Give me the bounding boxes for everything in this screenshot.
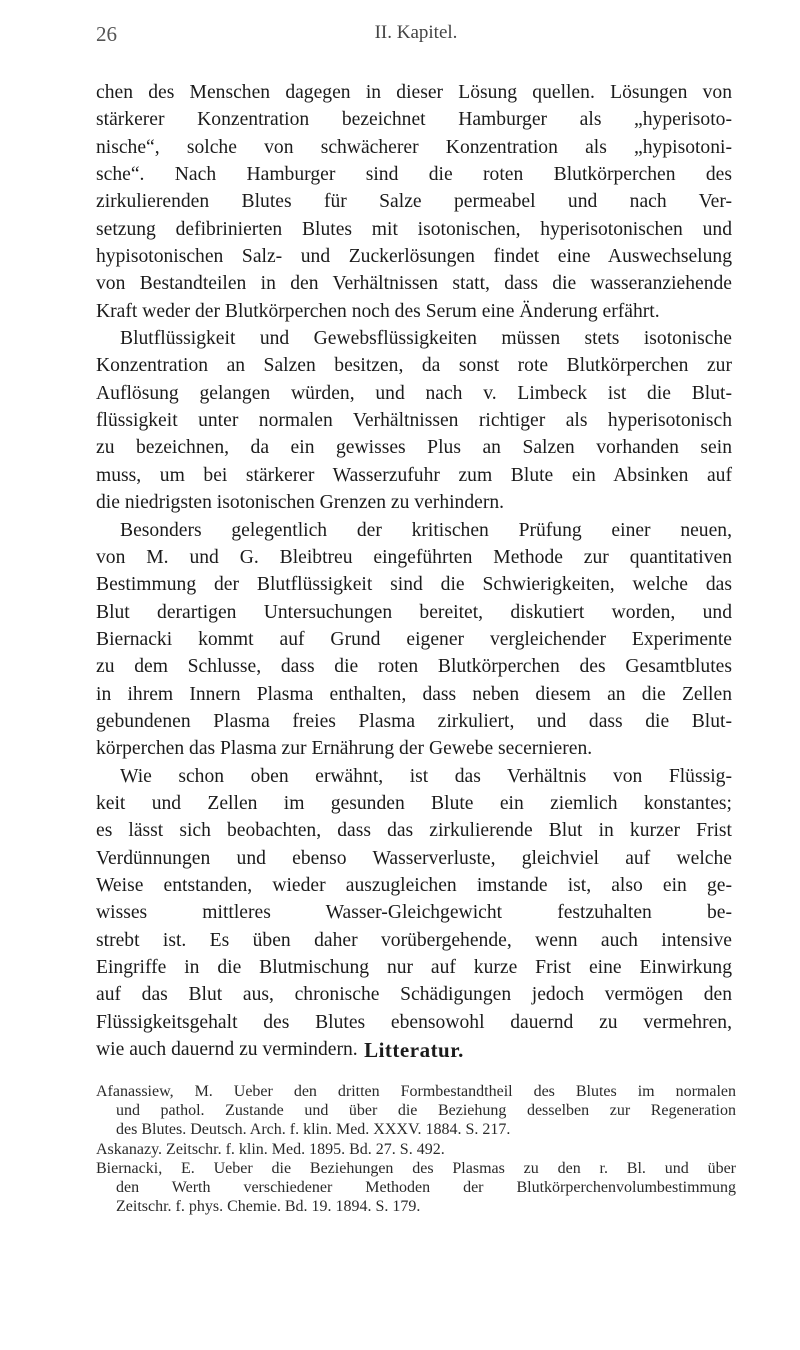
page-number: 26 <box>96 22 117 46</box>
text-line: nische“, solche von schwächerer Konzentration als „hypisotoni- <box>96 136 732 158</box>
text-line: Blut derartigen Untersuchungen bereitet, diskutiert worden, und <box>96 601 732 623</box>
reference-line: Zeitschr. f. phys. Chemie. Bd. 19. 1894. S. 179. <box>116 1198 421 1216</box>
text-line: wisses mittleres Wasser-Gleichgewicht festzuhalten be- <box>96 902 732 924</box>
text-line: stärkerer Konzentration bezeichnet Hamburger als „hyperisoto- <box>96 109 732 131</box>
running-head <box>96 22 736 48</box>
text-line: Flüssigkeitsgehalt des Blutes ebensowohl dauernd zu vermehren, <box>96 1011 732 1033</box>
text-line: die niedrigsten isotonischen Grenzen zu verhindern. <box>96 492 505 514</box>
text-line: es lässt sich beobachten, dass das zirkulierende Blut in kurzer Frist <box>96 820 732 842</box>
text-line: sche“. Nach Hamburger sind die roten Blutkörperchen des <box>96 164 732 186</box>
reference-line: Afanassiew, M. Ueber den dritten Formbestandtheil des Blutes im normalen <box>96 1083 736 1100</box>
text-line: zu dem Schlusse, dass die roten Blutkörperchen des Gesamtblutes <box>96 656 732 678</box>
text-line: wie auch dauernd zu vermindern. <box>96 1039 358 1061</box>
text-line: Wie schon oben erwähnt, ist das Verhältnis von Flüssig- <box>120 765 732 787</box>
text-line: setzung defibrinierten Blutes mit isotonischen, hyperisotonischen und <box>96 218 732 240</box>
text-line: gebundenen Plasma freies Plasma zirkuliert, und dass die Blut- <box>96 710 732 732</box>
literature-heading: Litteratur. <box>364 1038 464 1062</box>
reference-line: und pathol. Zustande und über die Beziehung desselben zur Regeneration <box>116 1102 736 1120</box>
text-line: Verdünnungen und ebenso Wasserverluste, gleichviel auf welche <box>96 847 732 869</box>
text-line: Konzentration an Salzen besitzen, da sonst rote Blutkörperchen zur <box>96 355 732 377</box>
text-line: Weise entstanden, wieder auszugleichen imstande ist, also ein ge- <box>96 874 732 896</box>
text-line: Biernacki kommt auf Grund eigener vergleichender Experimente <box>96 628 732 650</box>
text-line: von Bestandteilen in den Verhältnissen statt, dass die wasseranziehende <box>96 273 732 295</box>
reference-line: Askanazy. Zeitschr. f. klin. Med. 1895. Bd. 27. S. 492. <box>96 1140 445 1158</box>
text-line: Kraft weder der Blutkörperchen noch des Serum eine Änderung erfährt. <box>96 300 660 322</box>
text-line: zu bezeichnen, da ein gewisses Plus an Salzen vorhanden sein <box>96 437 732 459</box>
text-line: von M. und G. Bleibtreu eingeführten Methode zur quantitativen <box>96 546 732 568</box>
chapter-title: II. Kapitel. <box>374 22 458 43</box>
text-line: flüssigkeit unter normalen Verhältnissen richtiger als hyperisotonisch <box>96 410 732 432</box>
literature-list <box>96 1082 736 1216</box>
text-line: strebt ist. Es üben daher vorübergehende, wenn auch intensive <box>96 929 732 951</box>
text-line: Bestimmung der Blutflüssigkeit sind die Schwierigkeiten, welche das <box>96 574 732 596</box>
text-line: auf das Blut aus, chronische Schädigungen jedoch vermögen den <box>96 984 732 1006</box>
text-line: Auflösung gelangen würden, und nach v. Limbeck ist die Blut- <box>96 382 732 404</box>
text-line: keit und Zellen im gesunden Blute ein ziemlich konstantes; <box>96 792 732 814</box>
reference-line: des Blutes. Deutsch. Arch. f. klin. Med. XXXV. 1884. S. 217. <box>116 1121 511 1139</box>
text-line: Besonders gelegentlich der kritischen Prüfung einer neuen, <box>120 519 732 541</box>
reference-line: Biernacki, E. Ueber die Beziehungen des Plasmas zu den r. Bl. und über <box>96 1159 736 1177</box>
text-line: muss, um bei stärkerer Wasserzufuhr zum Blute ein Absinken auf <box>96 464 732 486</box>
body-text <box>96 79 732 1063</box>
text-line: chen des Menschen dagegen in dieser Lösung quellen. Lösungen von <box>96 82 732 103</box>
text-line: Eingriffe in die Blutmischung nur auf kurze Frist eine Einwirkung <box>96 957 732 978</box>
text-line: körperchen das Plasma zur Ernährung der Gewebe secernieren. <box>96 738 593 760</box>
text-line: zirkulierenden Blutes für Salze permeabel und nach Ver- <box>96 191 732 213</box>
text-line: Blutflüssigkeit und Gewebsflüssigkeiten müssen stets isotonische <box>120 328 732 350</box>
reference-line: den Werth verschiedener Methoden der Blutkörperchenvolumbestimmung <box>116 1178 736 1196</box>
text-line: hypisotonischen Salz- und Zuckerlösungen findet eine Auswechselung <box>96 246 732 268</box>
text-line: in ihrem Innern Plasma enthalten, dass neben diesem an die Zellen <box>96 683 732 705</box>
